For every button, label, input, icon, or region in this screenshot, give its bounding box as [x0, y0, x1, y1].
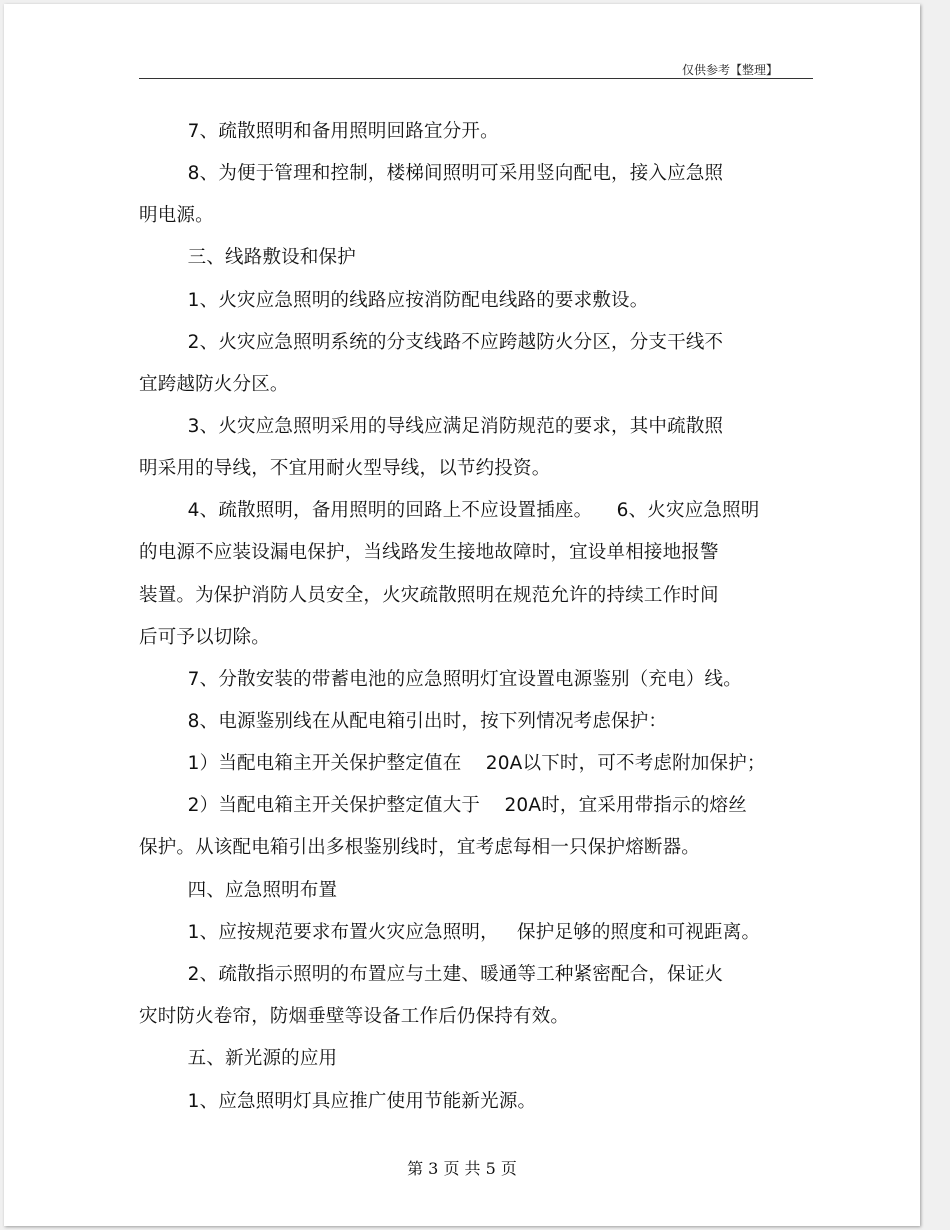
text-line: 明采用的导线，不宜用耐火型导线，以节约投资。: [139, 458, 551, 479]
text-line: 1、应按规范要求布置火灾应急照明， 保护足够的照度和可视距离。: [139, 922, 761, 943]
text-line: 宜跨越防火分区。: [139, 374, 289, 395]
text-line: 五、新光源的应用: [139, 1048, 338, 1069]
page-footer: 第 3 页 共 5 页: [407, 1159, 517, 1178]
text-line: 4、疏散照明，备用照明的回路上不应设置插座。 6、火灾应急照明: [139, 500, 760, 521]
text-line: 的电源不应装设漏电保护，当线路发生接地故障时，宜设单相接地报警: [139, 542, 719, 563]
text-line: 保护。从该配电箱引出多根鉴别线时，宜考虑每相一只保护熔断器。: [139, 837, 701, 858]
text-line: 8、为便于管理和控制，楼梯间照明可采用竖向配电，接入应急照: [139, 163, 724, 184]
text-line: 1、应急照明灯具应推广使用节能新光源。: [139, 1091, 537, 1112]
header-note: 仅供参考【整理】: [681, 63, 778, 77]
text-line: 四、应急照明布置: [139, 880, 338, 901]
text-line: 装置。为保护消防人员安全，火灾疏散照明在规范允许的持续工作时间: [139, 585, 719, 606]
text-line: 3、火灾应急照明采用的导线应满足消防规范的要求，其中疏散照: [139, 416, 724, 437]
text-line: 明电源。: [139, 205, 214, 226]
text-line: 后可予以切除。: [139, 627, 270, 648]
header-rule: [139, 78, 813, 79]
text-line: 1、火灾应急照明的线路应按消防配电线路的要求敷设。: [139, 290, 649, 311]
text-line: 2、疏散指示照明的布置应与土建、暖通等工种紧密配合，保证火: [139, 964, 724, 985]
text-line: 1）当配电箱主开关保护整定值在 20A以下时，可不考虑附加保护；: [139, 753, 766, 774]
text-line: 7、疏散照明和备用照明回路宜分开。: [139, 121, 499, 142]
text-line: 2）当配电箱主开关保护整定值大于 20A时，宜采用带指示的熔丝: [139, 795, 747, 816]
text-line: 2、火灾应急照明系统的分支线路不应跨越防火分区，分支干线不: [139, 332, 724, 353]
text-line: 灾时防火卷帘，防烟垂壁等设备工作后仍保持有效。: [139, 1006, 570, 1027]
text-line: 三、线路敷设和保护: [139, 247, 356, 268]
text-line: 7、分散安装的带蓄电池的应急照明灯宜设置电源鉴别（充电）线。: [139, 669, 742, 690]
text-line: 8、电源鉴别线在从配电箱引出时，按下列情况考虑保护：: [139, 711, 668, 732]
document-page: [4, 4, 920, 1226]
